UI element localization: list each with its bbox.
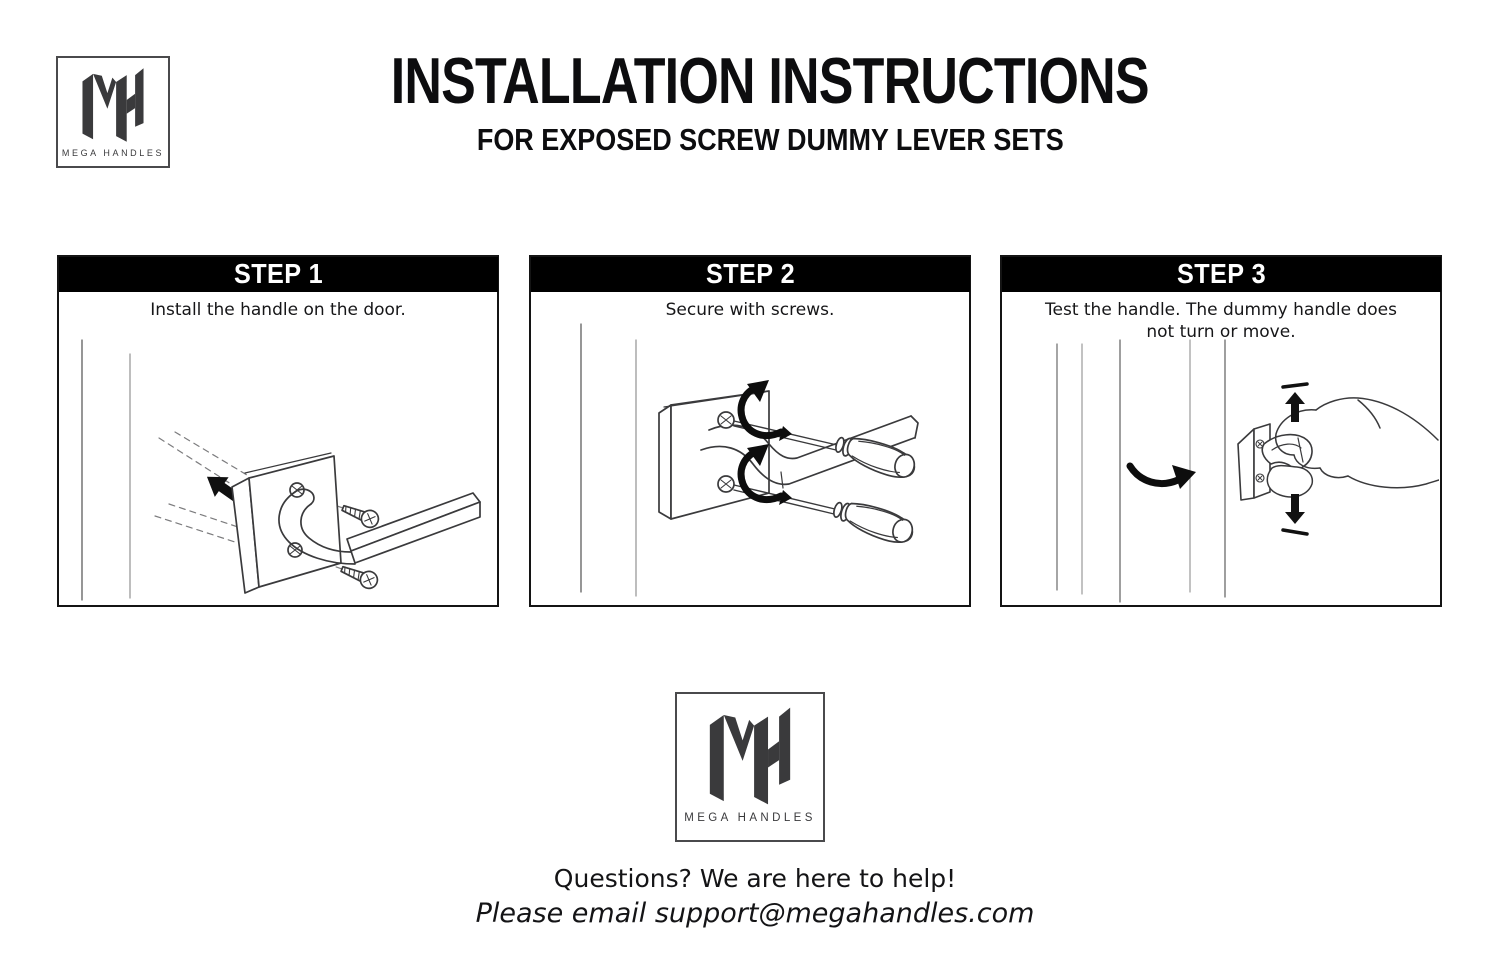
step-2-caption: Secure with screws. (665, 299, 835, 320)
support-help-line: Questions? We are here to help! (553, 864, 957, 893)
up-arrow-icon (1283, 384, 1307, 422)
door-edge-lines-icon (1057, 340, 1225, 602)
rosette-plate (232, 453, 341, 593)
screw-icon (340, 500, 381, 530)
step-3-label: STEP 3 (1176, 258, 1266, 289)
step-1-caption: Install the handle on the door. (150, 299, 406, 320)
step-2-illustration (531, 292, 968, 604)
door-edge-lines-icon (82, 340, 130, 600)
brand-logo-bottom (675, 692, 825, 842)
page-subtitle: FOR EXPOSED SCREW DUMMY LEVER SETS (476, 122, 1064, 157)
step-2-label: STEP 2 (705, 258, 795, 289)
step-1-illustration (59, 292, 496, 604)
screw-icon (339, 561, 380, 591)
brand-wordmark: MEGA HANDLES (61, 148, 165, 158)
step-3-header (1002, 257, 1441, 292)
page-title: INSTALLATION INSTRUCTIONS (390, 44, 1150, 117)
step-1-label: STEP 1 (233, 258, 323, 289)
mh-monogram-icon (707, 706, 793, 806)
brand-wordmark: MEGA HANDLES (684, 812, 816, 824)
support-contact-line: Please email support@megahandles.com (475, 898, 1035, 929)
step-3-caption: Test the handle. The dummy handle does not turn or move. (1045, 299, 1397, 342)
step-1-panel (57, 255, 499, 607)
swing-arrow-icon (1130, 465, 1196, 489)
screwdriver-icon (830, 496, 916, 547)
step-2-panel (529, 255, 971, 607)
door-edge-lines-icon (581, 324, 636, 596)
rosette-plate (1238, 424, 1270, 500)
step-3-panel (1000, 255, 1442, 607)
step-2-header (531, 257, 970, 292)
step-1-header (59, 257, 498, 292)
screwdriver-icon (832, 431, 918, 482)
down-arrow-icon (1283, 494, 1307, 534)
